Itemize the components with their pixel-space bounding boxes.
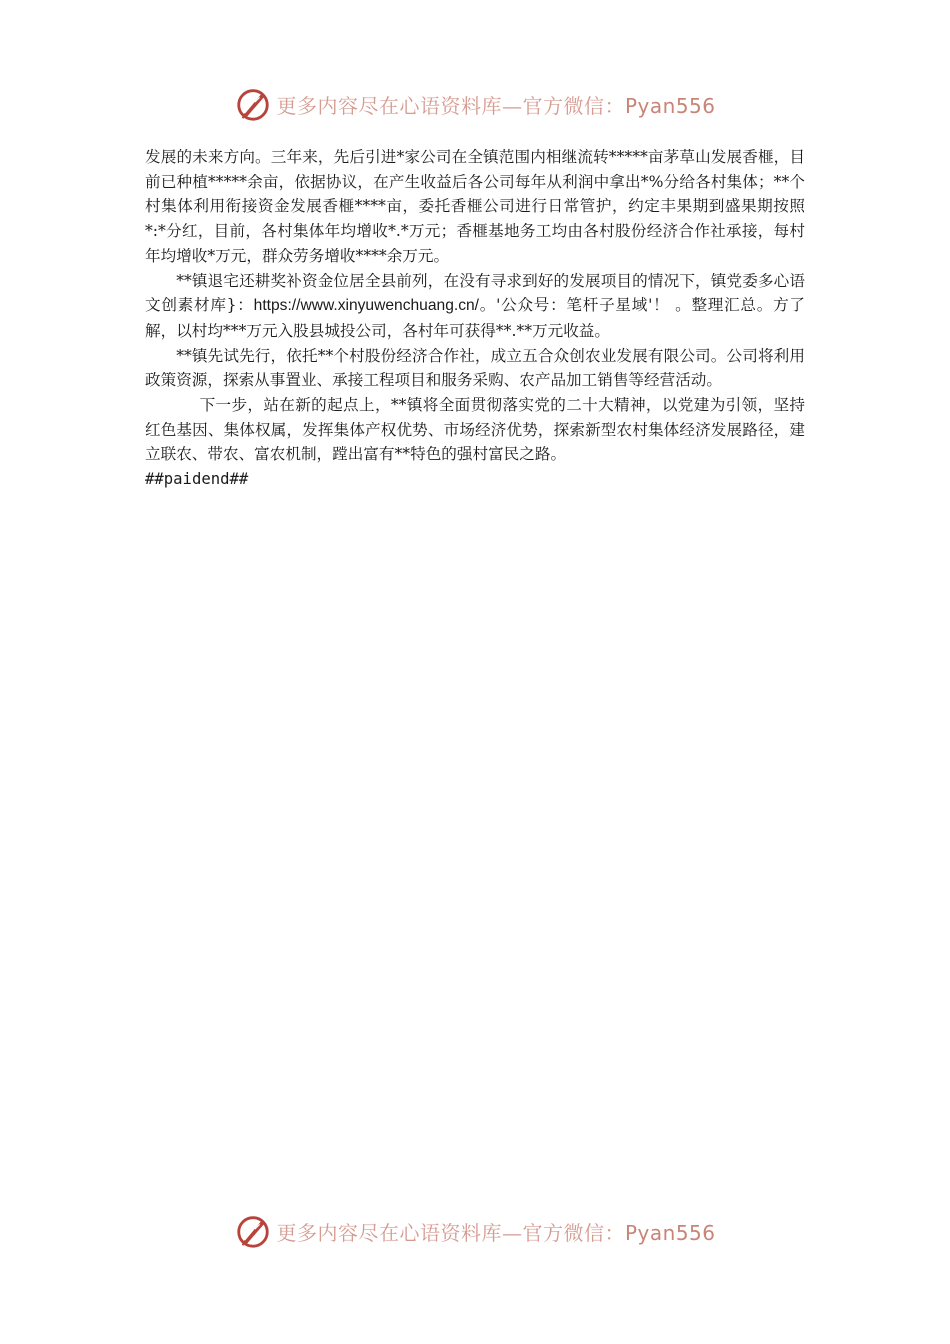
- header-title-id: Pyan556: [624, 93, 716, 118]
- header-banner: [0, 80, 950, 128]
- source-link[interactable]: https://www.xinyuwenchuang.cn/: [253, 297, 480, 315]
- paragraph-2-part-a: **镇退宅还耕奖补资金位居全县前列，在没有寻求到好的发展项目的情况下，镇党委多心语文创素材库}：: [145, 271, 805, 315]
- footer-title-cn: 更多内容尽在心语资料库—官方微信：: [276, 1220, 625, 1245]
- footer-title: [276, 1217, 715, 1246]
- header-title: [276, 90, 715, 119]
- paragraph-1: 发展的未来方向。三年来，先后引进*家公司在全镇范围内相继流转*****亩茅草山发展香榧，目前已种植*****余亩，依据协议，在产生收益后各公司每年从利润中拿出*%分给各村集体；**个村集体利用衔接资金发展香榧****亩，委托香榧公司进行日常管护，约定丰果期到盛果期按照*:*分红，目前，各村集体年均增收*.*万元；香榧基地务工均由各村股份经济合作社承接，每村年均增收*万元，群众劳务增收****余万元。: [145, 148, 805, 265]
- paragraph-4: 下一步，站在新的起点上，**镇将全面贯彻落实党的二十大精神，以党建为引领，坚持红色基因、集体权属，发挥集体产权优势、市场经济优势，探索新型农村集体经济发展路径，建立联农、带农、富农机制，蹚出富有**特色的强村富民之路。: [145, 396, 805, 464]
- quill-logo-icon: [234, 85, 272, 123]
- footer-banner: [0, 1207, 950, 1255]
- paragraph-2-part-b: 。'公众号：笔杆子星域'！ 。整理汇总。方了解，以村均***万元入股县城投公司，各村年可获得**.**万元收益。: [145, 296, 806, 340]
- paragraph-3: **镇先试先行，依托**个村股份经济合作社，成立五合众创农业发展有限公司。公司将利用政策资源，探索从事置业、承接工程项目和服务采购、农产品加工销售等经营活动。: [145, 346, 805, 390]
- footer-title-id: Pyan556: [624, 1220, 716, 1245]
- document-body: [145, 145, 805, 492]
- header-title-cn: 更多内容尽在心语资料库—官方微信：: [276, 93, 625, 118]
- paragraph-2: [145, 269, 805, 344]
- end-marker: ##paidend##: [145, 470, 249, 489]
- quill-logo-icon: [234, 1212, 272, 1250]
